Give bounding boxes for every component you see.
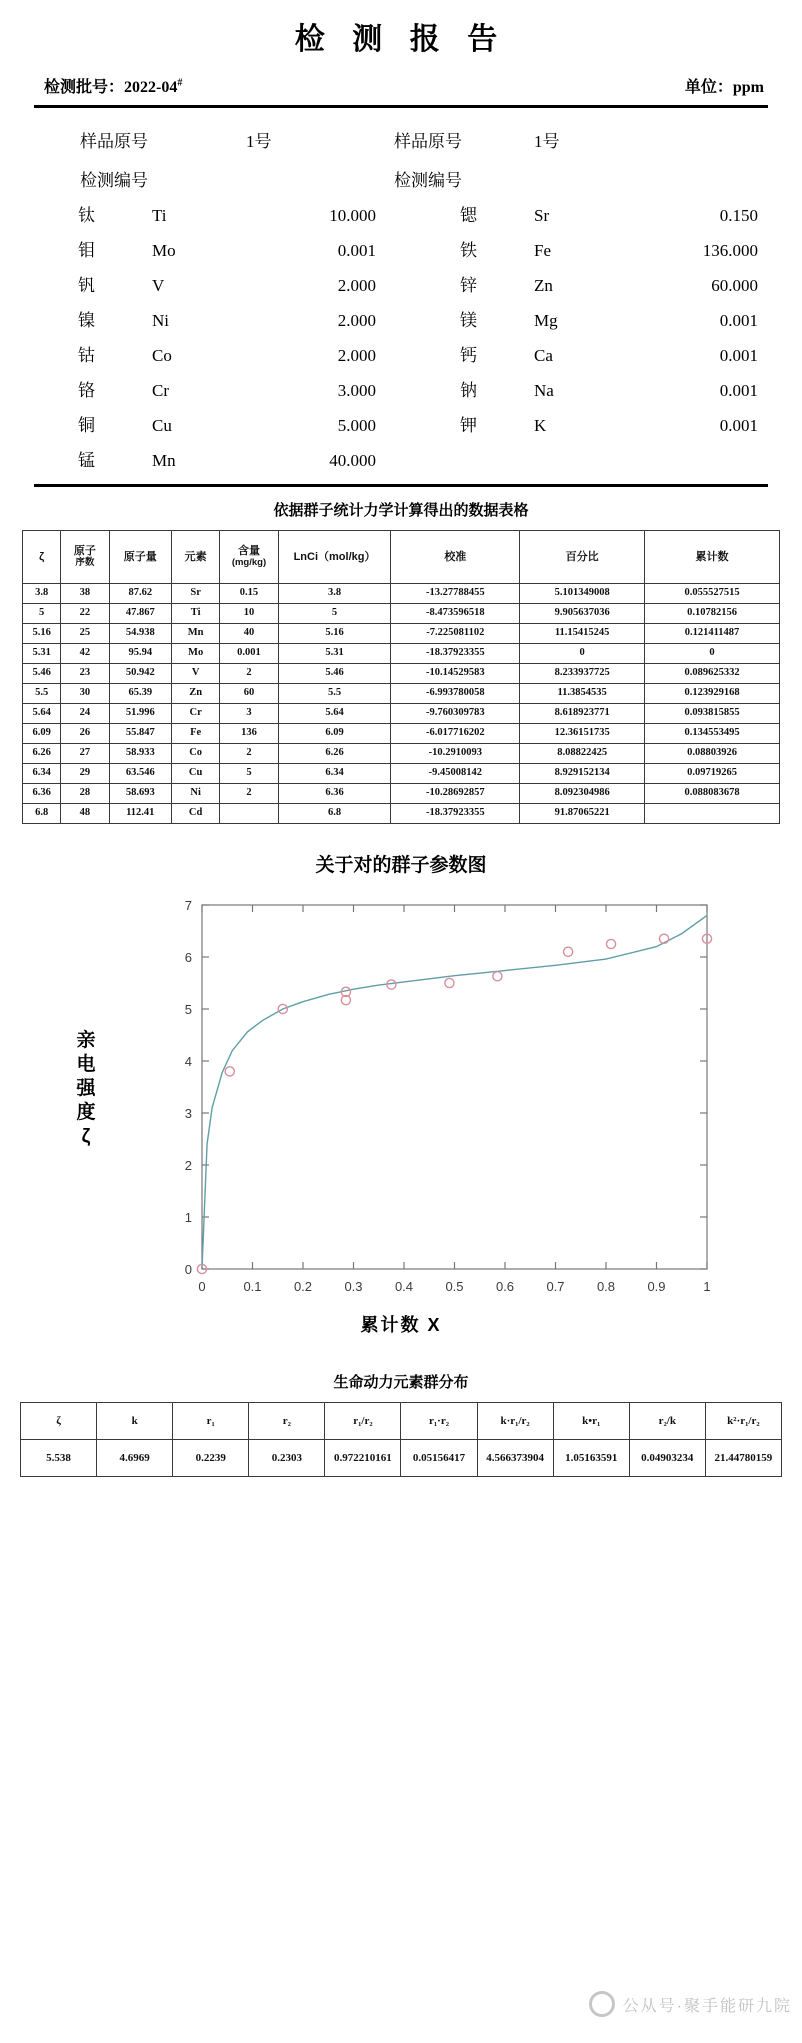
element-value-right: 0.001 [719, 311, 758, 330]
table-cell: 5.46 [278, 664, 391, 684]
table-cell: 4.6969 [97, 1440, 173, 1477]
sample-number-row [0, 120, 802, 159]
table-cell: 5 [278, 604, 391, 624]
element-name-left: 镍 [78, 311, 95, 330]
y-label-char: 电 [76, 1053, 96, 1075]
table-cell: 5.16 [278, 624, 391, 644]
element-row [0, 233, 802, 268]
table-cell: 6.34 [23, 764, 61, 784]
sample-no-value-left: 1号 [246, 132, 272, 151]
table-cell: -18.37923355 [391, 804, 520, 824]
element-value-left: 3.000 [337, 381, 376, 400]
fit-curve [202, 915, 707, 1269]
element-symbol-right [534, 452, 626, 469]
element-symbol-left: Cr [152, 381, 169, 400]
table-cell: Fe [171, 724, 219, 744]
y-tick-label: 4 [184, 1054, 192, 1069]
element-symbol-right: Zn [534, 276, 553, 295]
table-cell: 8.929152134 [520, 764, 645, 784]
element-value-left: 2.000 [337, 276, 376, 295]
elements-divider [34, 484, 768, 487]
table-cell: 0.134553495 [645, 724, 780, 744]
table-cell: 2 [220, 664, 278, 684]
data-table-col-header: 原子 序数 [61, 531, 109, 584]
plot-frame [202, 905, 707, 1269]
table-cell: 55.847 [109, 724, 171, 744]
params-table-body [21, 1440, 782, 1477]
unit-info [685, 74, 764, 97]
table-cell: 6.09 [278, 724, 391, 744]
table-cell: 6.36 [23, 784, 61, 804]
table-cell: 38 [61, 584, 109, 604]
table-row [23, 764, 780, 784]
x-tick-label: 0.7 [546, 1279, 565, 1294]
element-name-right: 钙 [460, 346, 477, 365]
table-cell: 5.64 [23, 704, 61, 724]
table-cell: -7.225081102 [391, 624, 520, 644]
batch-label: 检测批号： [44, 79, 125, 96]
table-cell: 28 [61, 784, 109, 804]
params-table-head [21, 1403, 782, 1440]
table-cell: 11.15415245 [520, 624, 645, 644]
table-cell: 5.5 [278, 684, 391, 704]
table-cell: 0.121411487 [645, 624, 780, 644]
params-table-title: 生命动力元素群分布 [333, 1374, 469, 1391]
table-cell: 8.618923771 [520, 704, 645, 724]
table-row [23, 804, 780, 824]
data-point [493, 972, 502, 981]
table-cell: 6.34 [278, 764, 391, 784]
element-name-right: 锶 [460, 206, 477, 225]
table-cell: 10 [220, 604, 278, 624]
table-cell: Cd [171, 804, 219, 824]
element-list [0, 108, 802, 484]
table-cell: 47.867 [109, 604, 171, 624]
table-cell: 58.933 [109, 744, 171, 764]
table-cell: -9.760309783 [391, 704, 520, 724]
table-cell: 5.46 [23, 664, 61, 684]
table-cell: 5.5 [23, 684, 61, 704]
element-name-right: 铁 [460, 241, 477, 260]
table-cell: 29 [61, 764, 109, 784]
watermark-logo-icon [589, 1991, 615, 2017]
table-cell: 54.938 [109, 624, 171, 644]
params-col-header: k·r₁/r₂ [477, 1403, 553, 1440]
table-cell: 136 [220, 724, 278, 744]
table-cell: 5.16 [23, 624, 61, 644]
element-row [0, 443, 802, 478]
table-row [23, 684, 780, 704]
table-cell: 0.093815855 [645, 704, 780, 724]
column-gap [376, 382, 432, 399]
batch-sup: # [177, 77, 183, 89]
table-row [23, 644, 780, 664]
table-cell: Ni [171, 784, 219, 804]
test-no-label-right: 检测编号 [394, 171, 462, 190]
test-no-label-left: 检测编号 [80, 171, 148, 190]
table-cell: 21.44780159 [705, 1440, 781, 1477]
test-no-value-left [246, 166, 394, 191]
element-value-right: 0.001 [719, 381, 758, 400]
params-col-header: r₁ [173, 1403, 249, 1440]
table-cell: 0.088083678 [645, 784, 780, 804]
table-cell: Ti [171, 604, 219, 624]
element-name-right: 镁 [460, 311, 477, 330]
table-cell: 0.15 [220, 584, 278, 604]
x-tick-label: 0.9 [647, 1279, 666, 1294]
table-cell: 24 [61, 704, 109, 724]
x-tick-label: 0.8 [596, 1279, 616, 1294]
y-tick-label: 3 [184, 1106, 192, 1121]
table-cell: 0 [645, 644, 780, 664]
params-col-header: k•r₁ [553, 1403, 629, 1440]
y-tick-label: 6 [184, 950, 192, 965]
element-value-left: 2.000 [337, 346, 376, 365]
element-name-left: 钴 [78, 346, 95, 365]
table-cell: 6.26 [278, 744, 391, 764]
element-name-left: 钒 [78, 276, 95, 295]
data-table-col-header: 百分比 [520, 531, 645, 584]
params-col-header: r₁/r₂ [325, 1403, 401, 1440]
batch-value: 2022-04 [124, 79, 178, 96]
element-row [0, 373, 802, 408]
table-row [21, 1440, 782, 1477]
y-tick-label: 1 [184, 1210, 192, 1225]
table-cell: 0.04903234 [629, 1440, 705, 1477]
table-cell: 6.8 [278, 804, 391, 824]
y-tick-label: 2 [184, 1158, 192, 1173]
element-name-right: 锌 [460, 276, 477, 295]
table-cell: 6.36 [278, 784, 391, 804]
table-cell: 6.26 [23, 744, 61, 764]
chart-container [0, 883, 802, 1313]
element-row [0, 338, 802, 373]
x-tick-label: 0.3 [344, 1279, 363, 1294]
element-value-right [626, 452, 758, 469]
table-cell: 0.08803926 [645, 744, 780, 764]
table-cell: Zn [171, 684, 219, 704]
table-cell: -6.017716202 [391, 724, 520, 744]
unit-value: ppm [732, 79, 764, 96]
table-cell: Sr [171, 584, 219, 604]
y-label-char: 度 [76, 1101, 96, 1123]
element-value-right: 60.000 [711, 276, 758, 295]
column-gap [376, 242, 432, 259]
table-cell: 63.546 [109, 764, 171, 784]
element-symbol-right: Na [534, 381, 554, 400]
x-tick-label: 1 [703, 1279, 711, 1294]
table-row [23, 784, 780, 804]
table-cell: 3.8 [278, 584, 391, 604]
element-symbol-right: Mg [534, 311, 558, 330]
table-cell: 0.09719265 [645, 764, 780, 784]
table-cell [645, 804, 780, 824]
table-cell: 6.09 [23, 724, 61, 744]
table-cell: 3 [220, 704, 278, 724]
data-table-body [23, 584, 780, 824]
sample-no-label-left: 样品原号 [80, 132, 148, 151]
element-symbol-right: Ca [534, 346, 553, 365]
table-cell: 12.36151735 [520, 724, 645, 744]
table-cell: -8.473596518 [391, 604, 520, 624]
table-cell: 5.101349008 [520, 584, 645, 604]
table-cell: 5 [23, 604, 61, 624]
params-table-header-row [21, 1403, 782, 1440]
table-cell: -13.27788455 [391, 584, 520, 604]
element-value-right: 136.000 [702, 241, 758, 260]
table-cell: 5 [220, 764, 278, 784]
table-cell: -10.2910093 [391, 744, 520, 764]
element-value-left: 5.000 [337, 416, 376, 435]
element-value-left: 40.000 [329, 451, 376, 470]
unit-label: 单位： [684, 79, 733, 96]
data-table-col-header: 校准 [391, 531, 520, 584]
y-label-char: 亲 [76, 1030, 96, 1051]
table-cell: -10.28692857 [391, 784, 520, 804]
data-table-col-header: LnCi（mol/kg） [278, 531, 391, 584]
y-label-char: ζ [81, 1125, 91, 1147]
element-name-right: 钠 [460, 381, 477, 400]
table-cell: Co [171, 744, 219, 764]
table-cell: 2 [220, 784, 278, 804]
element-symbol-left: Ti [152, 206, 167, 225]
page-title: 检 测 报 告 [294, 23, 508, 56]
table-cell: 0.2239 [173, 1440, 249, 1477]
table-row [23, 624, 780, 644]
element-name-left: 铬 [78, 381, 95, 400]
table-cell: 5.31 [278, 644, 391, 664]
element-value-right: 0.001 [719, 416, 758, 435]
table-cell: 91.87065221 [520, 804, 645, 824]
table-cell: 22 [61, 604, 109, 624]
table-cell: 5.31 [23, 644, 61, 664]
sample-no-value-right: 1号 [534, 132, 560, 151]
column-gap [376, 452, 432, 469]
table-cell: 23 [61, 664, 109, 684]
element-name-left: 钼 [78, 241, 95, 260]
table-cell: 8.233937725 [520, 664, 645, 684]
table-cell: 51.996 [109, 704, 171, 724]
column-gap [376, 347, 432, 364]
element-symbol-left: Co [152, 346, 172, 365]
params-col-header: r₁·r₂ [401, 1403, 477, 1440]
x-tick-label: 0.2 [293, 1279, 313, 1294]
x-tick-label: 0.4 [394, 1279, 414, 1294]
y-tick-label: 5 [184, 1002, 192, 1017]
table-cell: 0 [520, 644, 645, 664]
table-cell: V [171, 664, 219, 684]
table-cell: 26 [61, 724, 109, 744]
element-value-right: 0.001 [719, 346, 758, 365]
table-cell: 1.05163591 [553, 1440, 629, 1477]
table-cell: 87.62 [109, 584, 171, 604]
y-label-char: 强 [76, 1077, 96, 1099]
y-tick-label: 7 [184, 898, 192, 913]
table-cell: 0.055527515 [645, 584, 780, 604]
sample-no-label-right: 样品原号 [394, 132, 462, 151]
table-cell: 30 [61, 684, 109, 704]
column-gap [376, 312, 432, 329]
data-table-head [23, 531, 780, 584]
params-table [20, 1402, 782, 1477]
test-no-value-right [534, 166, 634, 191]
element-value-left: 0.001 [337, 241, 376, 260]
chart-plot [0, 883, 802, 1313]
table-cell: 8.08822425 [520, 744, 645, 764]
element-name-left: 铜 [78, 416, 95, 435]
table-cell: Mn [171, 624, 219, 644]
element-name-left: 钛 [78, 206, 95, 225]
y-tick-label: 0 [184, 1262, 192, 1277]
table-cell: 60 [220, 684, 278, 704]
table-cell: 0.089625332 [645, 664, 780, 684]
table-cell: 0.972210161 [325, 1440, 401, 1477]
data-table-title: 依据群子统计力学计算得出的数据表格 [273, 502, 529, 519]
table-cell [220, 804, 278, 824]
chart-x-axis-label: 累计数 X [360, 1315, 442, 1335]
x-tick-label: 0.1 [243, 1279, 262, 1294]
element-symbol-right: Fe [534, 241, 551, 260]
table-cell: 5.538 [21, 1440, 97, 1477]
data-point [445, 978, 454, 987]
table-row [23, 604, 780, 624]
element-row [0, 408, 802, 443]
test-number-row [0, 159, 802, 198]
table-cell: -10.14529583 [391, 664, 520, 684]
data-table-header-row [23, 531, 780, 584]
data-point [606, 939, 615, 948]
data-table-col-header: 累计数 [645, 531, 780, 584]
element-value-left: 2.000 [337, 311, 376, 330]
column-gap [376, 277, 432, 294]
column-gap [376, 207, 432, 224]
table-cell: Cr [171, 704, 219, 724]
table-cell: 3.8 [23, 584, 61, 604]
params-col-header: r₂ [249, 1403, 325, 1440]
chart-title: 关于对的群子参数图 [315, 855, 487, 876]
table-cell: 11.3854535 [520, 684, 645, 704]
data-table-col-header: 原子量 [109, 531, 171, 584]
table-cell: Cu [171, 764, 219, 784]
table-row [23, 724, 780, 744]
table-cell: 0.10782156 [645, 604, 780, 624]
element-symbol-left: Mo [152, 241, 176, 260]
table-cell: -9.45008142 [391, 764, 520, 784]
element-symbol-left: Cu [152, 416, 172, 435]
data-table-col-header: 含量 (mg/kg) [220, 531, 278, 584]
table-cell: 5.64 [278, 704, 391, 724]
element-symbol-right: K [534, 416, 547, 435]
table-cell: 65.39 [109, 684, 171, 704]
params-col-header: ζ [21, 1403, 97, 1440]
column-gap [376, 417, 432, 434]
element-value-left: 10.000 [329, 206, 376, 225]
table-cell: 0.001 [220, 644, 278, 664]
table-cell: 112.41 [109, 804, 171, 824]
table-cell: 2 [220, 744, 278, 764]
table-cell: -18.37923355 [391, 644, 520, 664]
data-point [564, 947, 573, 956]
data-point [225, 1067, 234, 1076]
table-cell: 95.94 [109, 644, 171, 664]
params-col-header: k [97, 1403, 173, 1440]
element-symbol-right: Sr [534, 206, 550, 225]
element-symbol-left: Ni [152, 311, 169, 330]
element-name-left: 锰 [78, 451, 95, 470]
table-row [23, 704, 780, 724]
table-cell: 8.092304986 [520, 784, 645, 804]
x-tick-label: 0 [198, 1279, 206, 1294]
table-cell: 58.693 [109, 784, 171, 804]
table-cell: -6.993780058 [391, 684, 520, 704]
element-symbol-left: V [152, 276, 165, 295]
element-row [0, 198, 802, 233]
table-cell: 25 [61, 624, 109, 644]
table-cell: 50.942 [109, 664, 171, 684]
table-cell: Mo [171, 644, 219, 664]
element-name-right: 钾 [460, 416, 477, 435]
table-cell: 40 [220, 624, 278, 644]
table-cell: 6.8 [23, 804, 61, 824]
table-row [23, 664, 780, 684]
params-col-header: r₂/k [629, 1403, 705, 1440]
watermark-text: 公从号·聚手能研九院 [622, 1997, 792, 2015]
table-cell: 0.123929168 [645, 684, 780, 704]
element-row [0, 303, 802, 338]
table-cell: 9.905637036 [520, 604, 645, 624]
table-cell: 42 [61, 644, 109, 664]
element-symbol-left: Mn [152, 451, 176, 470]
table-row [23, 744, 780, 764]
params-col-header: k²·r₁/r₂ [705, 1403, 781, 1440]
data-table-col-header: ζ [23, 531, 61, 584]
batch-number [44, 74, 182, 97]
x-tick-label: 0.6 [495, 1279, 515, 1294]
watermark [589, 1991, 792, 2017]
data-table-col-header: 元素 [171, 531, 219, 584]
table-cell: 0.05156417 [401, 1440, 477, 1477]
data-table [22, 530, 780, 824]
table-cell: 0.2303 [249, 1440, 325, 1477]
x-tick-label: 0.5 [445, 1279, 464, 1294]
element-row [0, 268, 802, 303]
element-rows [0, 198, 802, 478]
table-cell: 48 [61, 804, 109, 824]
table-cell: 4.566373904 [477, 1440, 553, 1477]
table-cell: 27 [61, 744, 109, 764]
report-meta [0, 58, 802, 97]
element-value-right: 0.150 [719, 206, 758, 225]
element-name-right [432, 452, 534, 469]
table-row [23, 584, 780, 604]
